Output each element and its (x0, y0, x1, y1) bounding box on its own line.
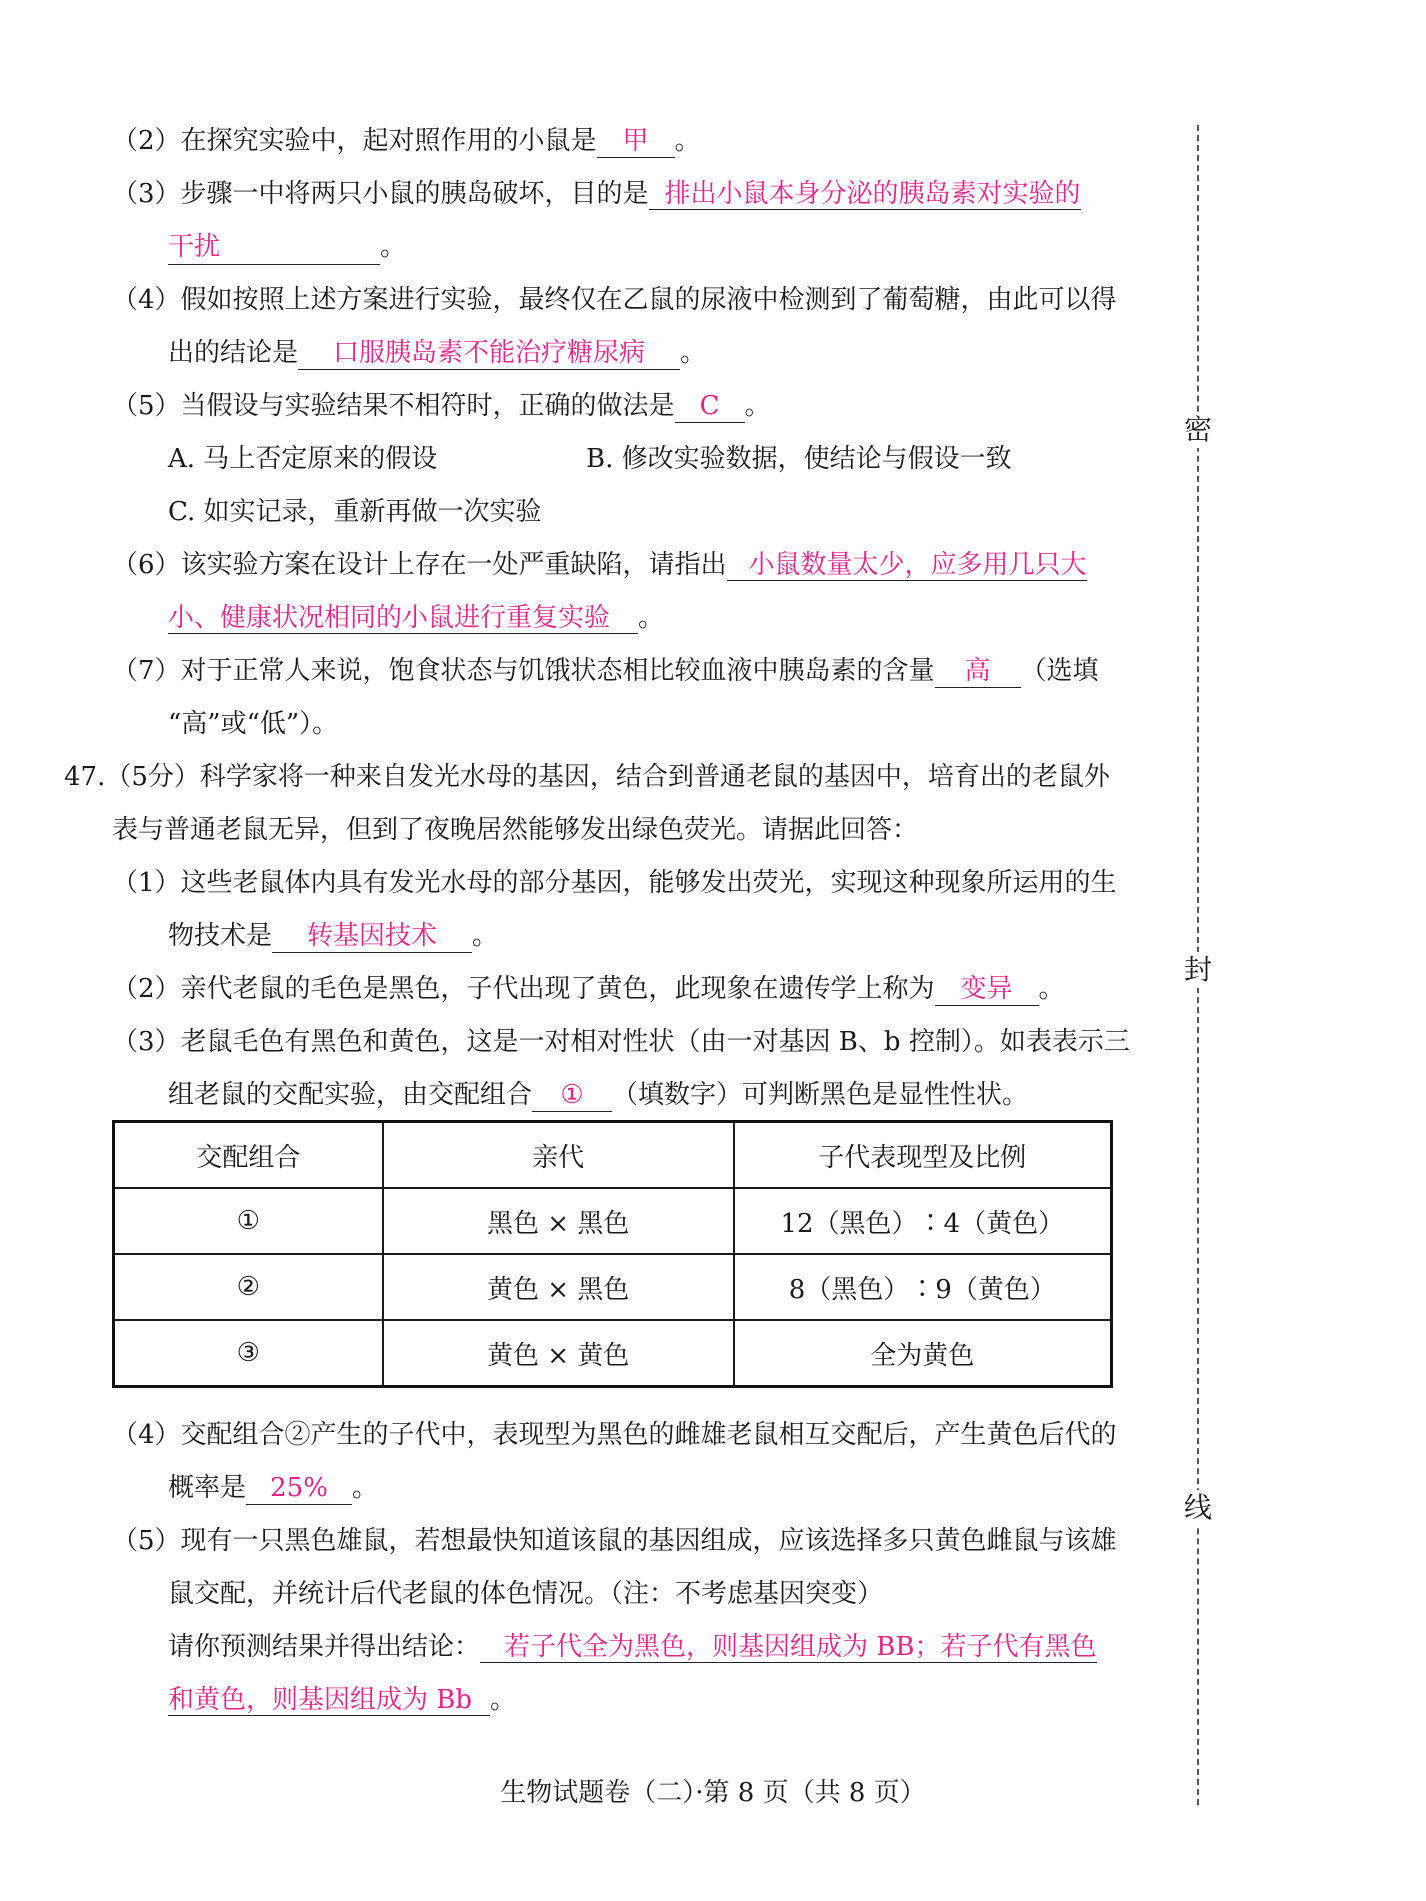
q46-p5-text: （5）当假设与实验结果不相符时，正确的做法是 (112, 391, 675, 421)
seal-char-feng: 封 (1178, 952, 1218, 988)
q46-p2-text: （2）在探究实验中，起对照作用的小鼠是 (112, 126, 597, 156)
q47-p1: （1）这些老鼠体内具有发光水母的部分基因，能够发出荧光，实现这种现象所运用的生 (112, 868, 1117, 898)
q47-p5-predict-cont (168, 1683, 1288, 1717)
q46-p5-answer[interactable]: C (675, 390, 745, 423)
table-header: 子代表现型及比例 (734, 1122, 1112, 1189)
table-header-row (114, 1122, 1112, 1189)
q47-p5-end: 。 (490, 1685, 517, 1715)
table-cell-group: ③ (114, 1320, 383, 1387)
q47-p5: （5）现有一只黑色雄鼠，若想最快知道该鼠的基因组成，应该选择多只黄色雌鼠与该雄 (112, 1526, 1117, 1556)
q46-p7 (112, 654, 1232, 688)
q46-p6-answer-1[interactable]: 小鼠数量太少，应多用几只大 (727, 550, 1087, 581)
table-header: 亲代 (383, 1122, 734, 1189)
q46-p3-answer-2[interactable]: 干扰 (168, 230, 380, 265)
q46-p3-end: 。 (380, 232, 407, 262)
q47-p2-text: （2）亲代老鼠的毛色是黑色，子代出现了黄色，此现象在遗传学上称为 (112, 974, 935, 1004)
q47-p4-text: 概率是 (168, 1473, 247, 1503)
q47-p3-end: （填数字）可判断黑色是显性性状。 (612, 1080, 1029, 1110)
q46-p7-text: （7）对于正常人来说，饱食状态与饥饿状态相比较血液中胰岛素的含量 (112, 656, 935, 686)
q47-p4-cont (168, 1471, 1288, 1505)
q47-p1-cont (168, 919, 1288, 953)
q47-p1-answer[interactable]: 转基因技术 (272, 920, 472, 953)
q47-p3-text: 组老鼠的交配实验，由交配组合 (168, 1080, 533, 1110)
q46-p3-text: （3）步骤一中将两只小鼠的胰岛破坏，目的是 (112, 179, 649, 209)
q46-p6-text: （6）该实验方案在设计上存在一处严重缺陷，请指出 (112, 550, 727, 580)
q47-p5-predict (168, 1630, 1288, 1664)
q46-p7-cont: “高”或“低”）。 (168, 709, 339, 739)
q47-p1-end: 。 (472, 921, 499, 951)
q46-p6 (112, 548, 1232, 582)
table-cell-parents: 黄色 × 黑色 (383, 1254, 734, 1320)
q46-p5-option-a[interactable]: A. 马上否定原来的假设 (168, 444, 438, 474)
table-cell-group: ① (114, 1188, 383, 1254)
q46-p7-end: （选填 (1020, 656, 1099, 686)
table-cell-parents: 黄色 × 黄色 (383, 1320, 734, 1387)
q46-p2-end: 。 (674, 126, 701, 156)
table-cell-offspring: 12（黑色）∶4（黄色） (734, 1188, 1112, 1254)
q46-p4-cont (168, 336, 1288, 370)
q46-p5-end: 。 (744, 391, 771, 421)
q46-p4-text: 出的结论是 (168, 338, 299, 368)
q47-p2-answer[interactable]: 变异 (935, 973, 1039, 1006)
q46-p2 (112, 124, 1232, 158)
q46-p5-option-b[interactable]: B. 修改实验数据，使结论与假设一致 (586, 444, 1012, 474)
q46-p5-option-c[interactable]: C. 如实记录，重新再做一次实验 (168, 497, 542, 527)
q47-p5-text: 请你预测结果并得出结论： (168, 1632, 481, 1662)
table-cell-group: ② (114, 1254, 383, 1320)
q47-p5-answer-2[interactable]: 和黄色，则基因组成为 Bb (168, 1685, 490, 1716)
q47-p5-answer-1[interactable]: 若子代全为黑色，则基因组成为 BB；若子代有黑色 (480, 1632, 1096, 1663)
q46-p3-cont (168, 230, 1288, 265)
table-row (114, 1254, 1112, 1320)
seal-char-mi: 密 (1178, 412, 1218, 448)
q47-p3-cont (168, 1078, 1288, 1112)
table-cell-offspring: 8（黑色）∶9（黄色） (734, 1254, 1112, 1320)
mating-table (112, 1120, 1113, 1388)
q47-p2 (112, 972, 1232, 1006)
q46-p4: （4）假如按照上述方案进行实验，最终仅在乙鼠的尿液中检测到了葡萄糖，由此可以得 (112, 285, 1117, 315)
q46-p3-answer-1[interactable]: 排出小鼠本身分泌的胰岛素对实验的 (649, 179, 1081, 210)
q46-p4-end: 。 (680, 338, 707, 368)
q47-stem-2: 表与普通老鼠无异，但到了夜晚居然能够发出绿色荧光。请据此回答： (112, 815, 919, 845)
q47-p5-cont: 鼠交配，并统计后代老鼠的体色情况。（注：不考虑基因突变） (168, 1579, 884, 1609)
q47-p4-end: 。 (352, 1473, 379, 1503)
table-cell-parents: 黑色 × 黑色 (383, 1188, 734, 1254)
page-footer: 生物试题卷（二）·第 8 页（共 8 页） (500, 1778, 926, 1808)
q46-p7-answer[interactable]: 高 (935, 655, 1021, 688)
q46-p5 (112, 389, 1232, 423)
q46-p3 (112, 177, 1232, 211)
q46-p6-end: 。 (638, 603, 665, 633)
q47-p3: （3）老鼠毛色有黑色和黄色，这是一对相对性状（由一对基因 B、b 控制）。如表表示三 (112, 1027, 1130, 1057)
table-header: 交配组合 (114, 1122, 383, 1189)
q47-p3-answer[interactable]: ① (532, 1079, 612, 1112)
q47-p2-end: 。 (1038, 974, 1065, 1004)
q46-p6-cont (168, 601, 1288, 635)
table-row (114, 1320, 1112, 1387)
q46-p4-answer[interactable]: 口服胰岛素不能治疗糖尿病 (298, 337, 680, 370)
q47-p4: （4）交配组合②产生的子代中，表现型为黑色的雌雄老鼠相互交配后，产生黄色后代的 (112, 1420, 1117, 1450)
q46-p2-answer[interactable]: 甲 (597, 125, 675, 158)
q47-stem-1: 47.（5分）科学家将一种来自发光水母的基因，结合到普通老鼠的基因中，培育出的老鼠外 (64, 762, 1110, 792)
q47-p4-answer[interactable]: 25% (246, 1472, 352, 1505)
q46-p6-answer-2[interactable]: 小、健康状况相同的小鼠进行重复实验 (168, 603, 638, 634)
q47-p1-text: 物技术是 (168, 921, 273, 951)
table-row (114, 1188, 1112, 1254)
seal-char-xian: 线 (1178, 1490, 1218, 1526)
table-cell-offspring: 全为黄色 (734, 1320, 1112, 1387)
